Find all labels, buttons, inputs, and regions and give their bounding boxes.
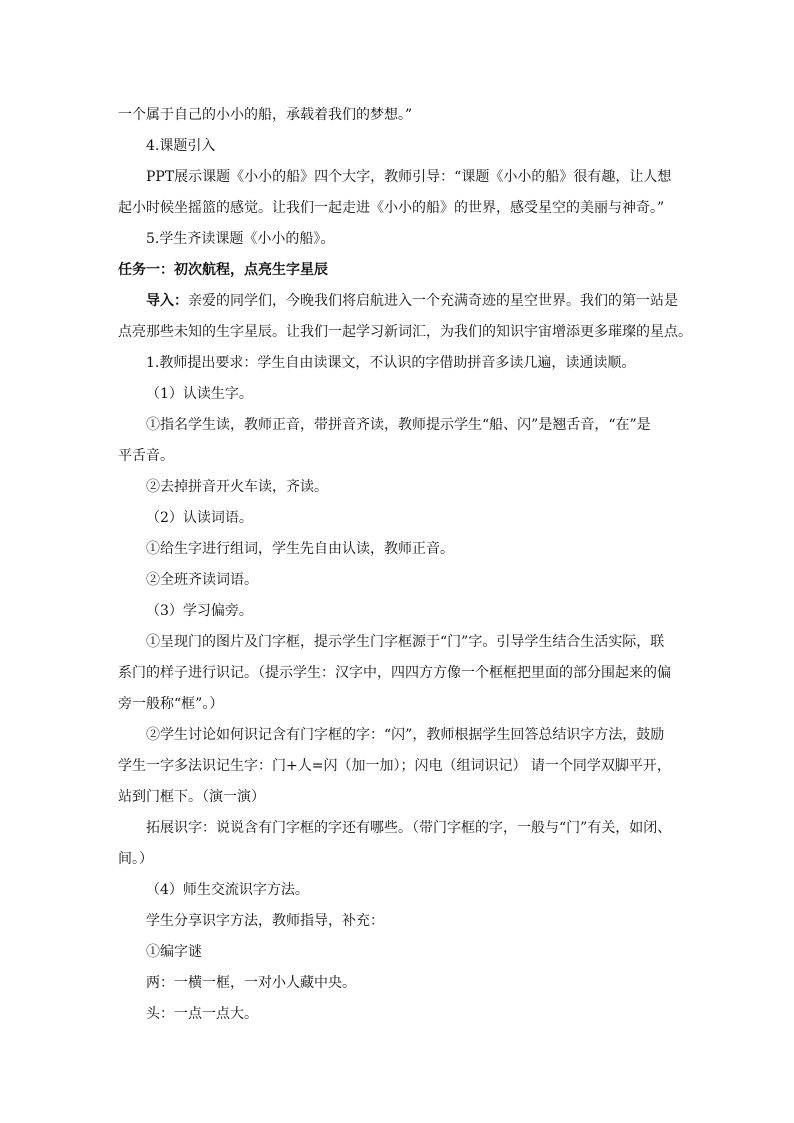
paragraph-line: 两：一横一框，一对小人藏中央。 [146, 975, 356, 991]
document-body [118, 100, 692, 1030]
paragraph-line: ①编字谜 [146, 944, 202, 960]
paragraph-line: 系门的样子进行识记。（提示学生：汉字中，四四方方像一个框框把里面的部分围起来的偏 [118, 665, 671, 681]
paragraph-line: 间。） [118, 851, 153, 867]
paragraph-line: ②学生讨论如何识记含有门字框的字：“闪”，教师根据学生回答总结识字方法，鼓励 [146, 727, 665, 743]
paragraph-line: 1.教师提出要求：学生自由读课文，不认识的字借助拼音多读几遍，读通读顺。 [146, 355, 636, 371]
paragraph-line: 学生一字多法识记生字：门+人=闪（加一加）；闪电（组词识记） 请一个同学双脚平开， [118, 758, 671, 774]
paragraph-line: 头：一点一点大。 [146, 1006, 258, 1022]
paragraph-line: ②去掉拼音开火车读，齐读。 [146, 479, 328, 495]
paragraph-line: ①指名学生读，教师正音，带拼音齐读，教师提示学生“船、闪”是翘舌音，“在”是 [146, 417, 651, 433]
paragraph-line: ①呈现门的图片及门字框，提示学生门字框源于“门”字。引导学生结合生活实际，联 [146, 634, 665, 650]
paragraph-line: 点亮那些未知的生字星辰。让我们一起学习新词汇，为我们的知识宇宙增添更多璀璨的星点。 [118, 324, 692, 340]
paragraph-line: ①给生字进行组词，学生先自由认读，教师正音。 [146, 541, 454, 557]
paragraph-line: 拓展识字：说说含有门字框的字还有哪些。（带门字框的字，一般与“门”有关，如闭、 [146, 820, 672, 836]
subsection-heading: （3）学习偏旁。 [146, 603, 253, 619]
section-heading: 5.学生齐读课题《小小的船》。 [146, 231, 335, 247]
subsection-heading: （4）师生交流识字方法。 [146, 882, 309, 898]
paragraph-line: 旁一般称“框”。） [118, 696, 224, 712]
subsection-heading: （1）认读生字。 [146, 386, 253, 402]
paragraph-line: 学生分享识字方法，教师指导，补充： [146, 913, 384, 929]
lead-label: 导入： [146, 293, 188, 309]
paragraph-line: 起小时候坐摇篮的感觉。让我们一起走进《小小的船》的世界，感受星空的美丽与神奇。” [118, 200, 665, 216]
paragraph-line: 一个属于自己的小小的船，承载着我们的梦想。” [118, 107, 413, 123]
section-heading: 4.课题引入 [146, 138, 216, 154]
paragraph-line: PPT展示课题《小小的船》四个大字，教师引导：“课题《小小的船》很有趣，让人想 [146, 169, 672, 185]
paragraph-line: 站到门框下。（演一演） [118, 789, 265, 805]
paragraph-line: 平舌音。 [118, 448, 174, 464]
paragraph-line: 导入：亲爱的同学们，今晚我们将启航进入一个充满奇迹的星空世界。我们的第一站是 [146, 293, 678, 309]
task-heading: 任务一：初次航程，点亮生字星辰 [118, 262, 328, 278]
paragraph-line: ②全班齐读词语。 [146, 572, 258, 588]
subsection-heading: （2）认读词语。 [146, 510, 253, 526]
